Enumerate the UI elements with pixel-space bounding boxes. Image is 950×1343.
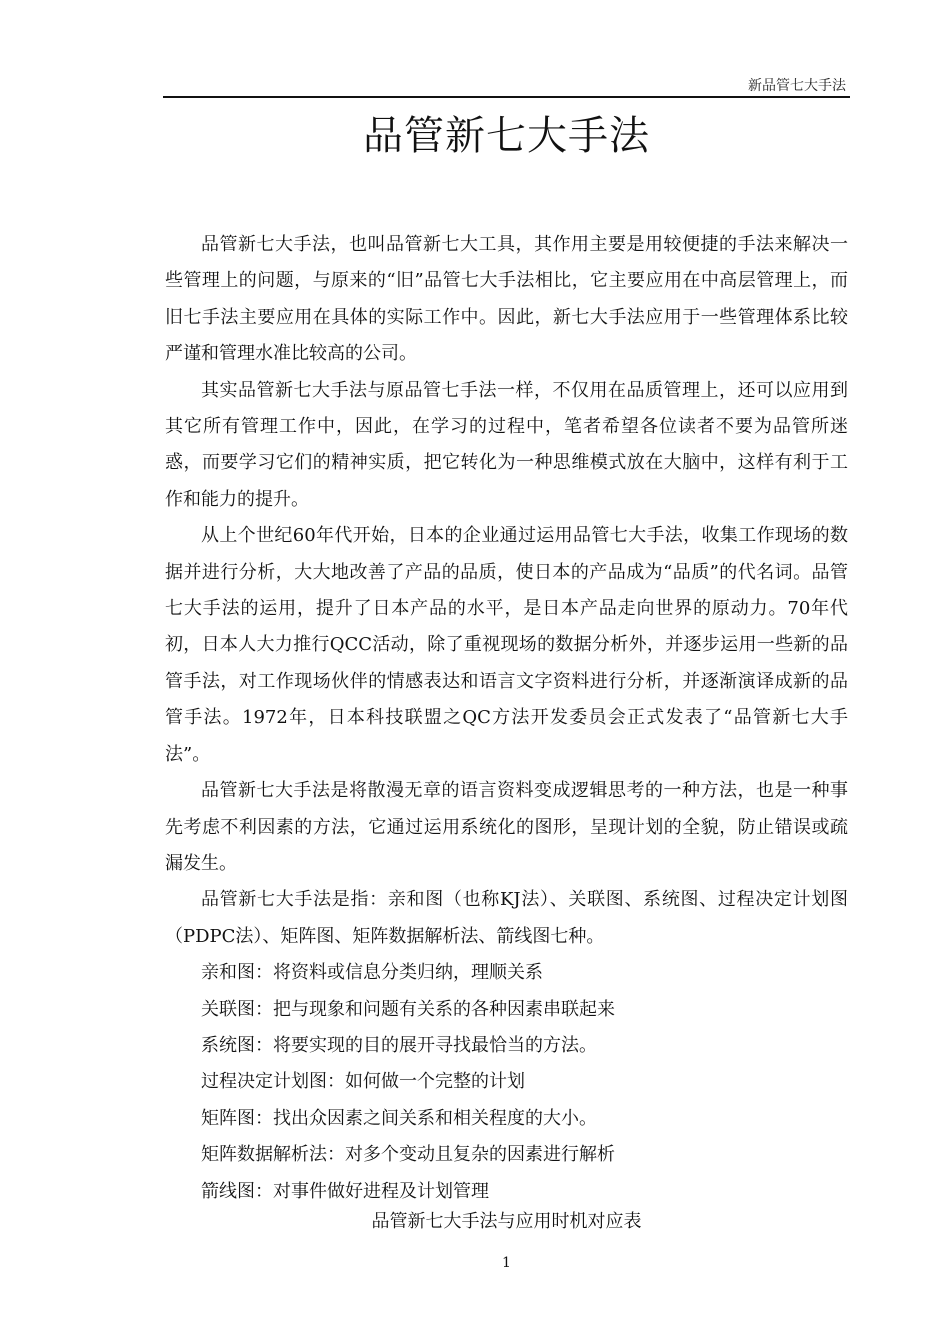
definition-matrix-diagram: 矩阵图：找出众因素之间关系和相关程度的大小。 [201, 1107, 597, 1129]
page-number: 1 [502, 1255, 511, 1271]
paragraph-purpose: 品管新七大手法是将散漫无章的语言资料变成逻辑思考的一种方法，也是一种事先考虑不利因素的方法，它通过运用系统化的图形，呈现计划的全貌，防止错误或疏漏发生。 [165, 780, 848, 874]
running-header: 新品管七大手法 [748, 78, 846, 94]
definition-matrix-data-analysis: 矩阵数据解析法：对多个变动且复杂的因素进行解析 [201, 1144, 615, 1166]
document-body [165, 227, 848, 1210]
paragraph-history: 从上个世纪60年代开始，日本的企业通过运用品管七大手法，收集工作现场的数据并进行分析，大大地改善了产品的品质，使日本的产品成为“品质”的代名词。品管七大手法的运用，提升了日本产品的水平，是日本产品走向世界的原动力。70年代初，日本人大力推行QCC活动，除了重视现场的数据分析外，并逐步运用一些新的品管手法，对工作现场伙伴的情感表达和语言文字资料进行分析，并逐渐演译成新的品管手法。1972年，日本科技联盟之QC方法开发委员会正式发表了“品管新七大手法”。 [165, 525, 848, 765]
document-title: 品管新七大手法 [363, 113, 650, 159]
definition-tree-diagram: 系统图：将要实现的目的展开寻找最恰当的方法。 [201, 1034, 597, 1056]
table-caption: 品管新七大手法与应用时机对应表 [371, 1211, 642, 1232]
paragraph-list-of-tools: 品管新七大手法是指：亲和图（也称KJ法）、关联图、系统图、过程决定计划图（PDPC法）、矩阵图、矩阵数据解析法、箭线图七种。 [165, 889, 848, 947]
paragraph-intro: 品管新七大手法，也叫品管新七大工具，其作用主要是用较便捷的手法来解决一些管理上的问题，与原来的“旧”品管七大手法相比，它主要应用在中高层管理上，而旧七手法主要应用在具体的实际工作中。因此，新七大手法应用于一些管理体系比较严谨和管理水准比较高的公司。 [165, 234, 848, 365]
definition-relations-diagram: 关联图：把与现象和问题有关系的各种因素串联起来 [201, 998, 615, 1020]
definition-arrow-diagram: 箭线图：对事件做好进程及计划管理 [201, 1180, 489, 1202]
header-divider [163, 96, 850, 98]
paragraph-scope: 其实品管新七大手法与原品管七手法一样，不仅用在品质管理上，还可以应用到其它所有管理工作中，因此，在学习的过程中，笔者希望各位读者不要为品管所迷惑，而要学习它们的精神实质，把它转化为一种思维模式放在大脑中，这样有利于工作和能力的提升。 [165, 379, 848, 510]
definition-pdpc: 过程决定计划图：如何做一个完整的计划 [201, 1071, 525, 1093]
definition-affinity-diagram: 亲和图：将资料或信息分类归纳，理顺关系 [201, 962, 543, 984]
